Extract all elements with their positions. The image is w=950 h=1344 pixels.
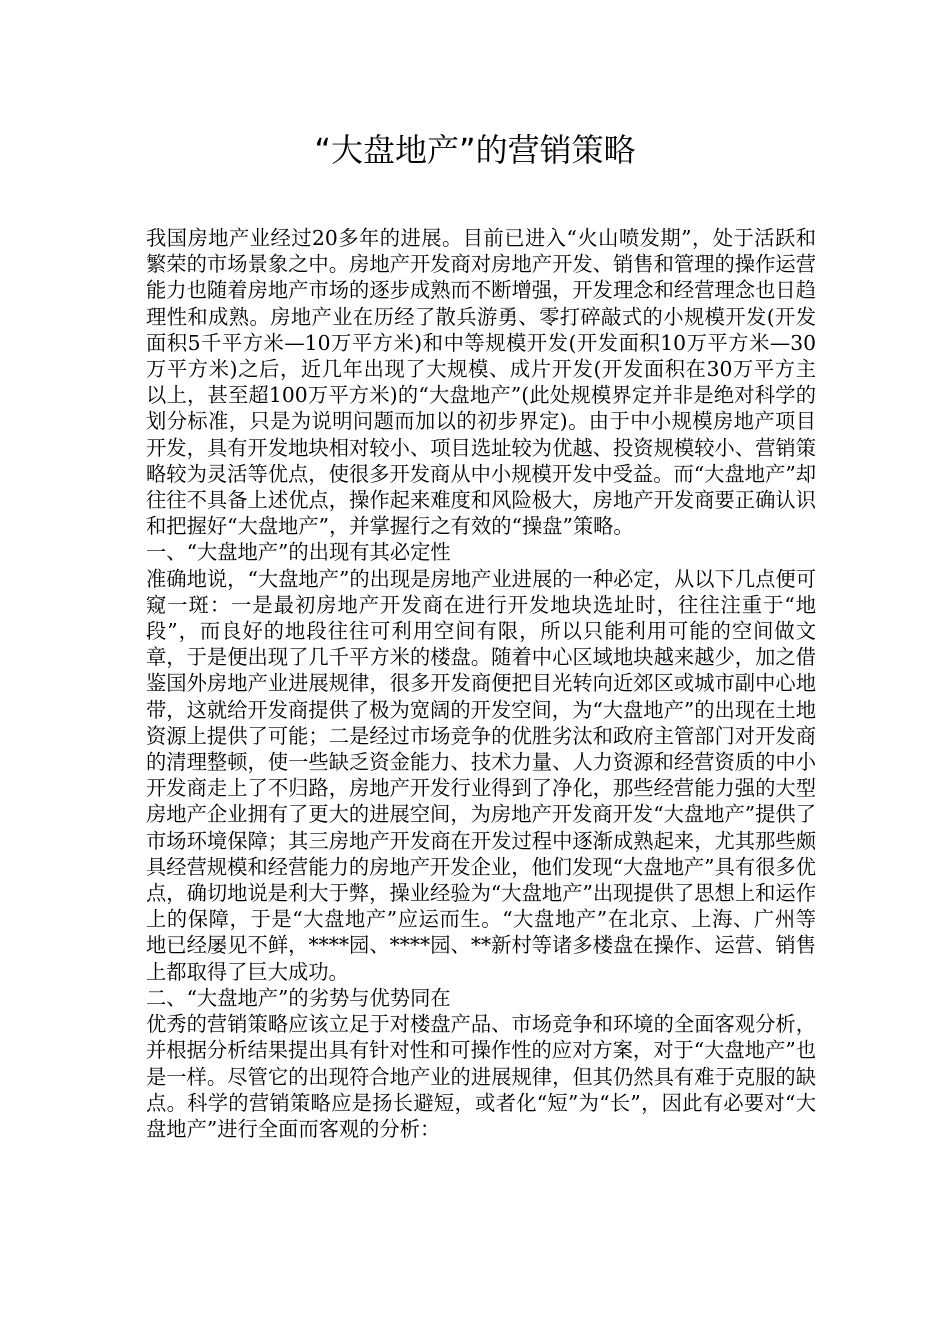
document-title: “大盘地产”的营销策略 [314, 131, 636, 169]
intro-paragraph: 我国房地产业经过20多年的进展。目前已进入“火山喷发期”，处于活跃和繁荣的市场景象之中。房地产开发商对房地产开发、销售和管理的操作运营能力也随着房地产市场的逐步成熟而不断增强，开发理念和经营理念也日趋理性和成熟。房地产业在历经了散兵游勇、零打碎敲式的小规模开发(开发面积5千平方米—10万平方米)和中等规模开发(开发面积10万平方米—30万平方米)之后，近几年出现了大规模、成片开发(开发面积在30万平方主以上，甚至超100万平方米)的“大盘地产”(此处规模界定并非是绝对科学的划分标准，只是为说明问题而加以的初步界定)。由于中小规模房地产项目开发，具有开发地块相对较小、项目选址较为优越、投资规模较小、营销策略较为灵活等优点，使很多开发商从中小规模开发中受益。而“大盘地产”却往往不具备上述优点，操作起来难度和风险极大，房地产开发商要正确认识和把握好“大盘地产”，并掌握行之有效的“操盘”策略。 [146, 226, 816, 539]
document-body [146, 225, 816, 1142]
section-2-paragraph: 优秀的营销策略应该立足于对楼盘产品、市场竞争和环境的全面客观分析，并根据分析结果提出具有针对性和可操作性的应对方案，对于“大盘地产”也是一样。尽管它的出现符合地产业的进展规律，但其仍然具有难于克服的缺点。科学的营销策略应是扬长避短，或者化“短”为“长”，因此有必要对“大盘地产”进行全面而客观的分析： [146, 1012, 816, 1141]
section-1-paragraph: 准确地说，“大盘地产”的出现是房地产业进展的一种必定，从以下几点便可窥一斑：一是最初房地产开发商在进行开发地块选址时，往往注重于“地段”，而良好的地段往往可利用空间有限，所以只能利用可能的空间做文章，于是便出现了几千平方米的楼盘。随着中心区域地块越来越少，加之借鉴国外房地产业进展规律，很多开发商便把目光转向近郊区或城市副中心地带，这就给开发商提供了极为宽阔的开发空间，为“大盘地产”的出现在土地资源上提供了可能；二是经过市场竞争的优胜劣汰和政府主管部门对开发商的清理整顿，使一些缺乏资金能力、技术力量、人力资源和经营资质的中小开发商走上了不归路，房地产开发行业得到了净化，那些经营能力强的大型房地产企业拥有了更大的进展空间，为房地产开发商开发“大盘地产”提供了市场环境保障；其三房地产开发商在开发过程中逐渐成熟起来，尤其那些颇具经营规模和经营能力的房地产开发企业，他们发现“大盘地产”具有很多优点，确切地说是利大于弊，操业经验为“大盘地产”出现提供了思想上和运作上的保障，于是“大盘地产”应运而生。“大盘地产”在北京、上海、广州等地已经屡见不鲜，****园、****园、**新村等诸多楼盘在操作、运营、销售上都取得了巨大成功。 [146, 566, 816, 984]
section-heading-2: 二、“大盘地产”的劣势与优势同在 [146, 985, 451, 1010]
section-heading-1: 一、“大盘地产”的出现有其必定性 [146, 540, 451, 565]
